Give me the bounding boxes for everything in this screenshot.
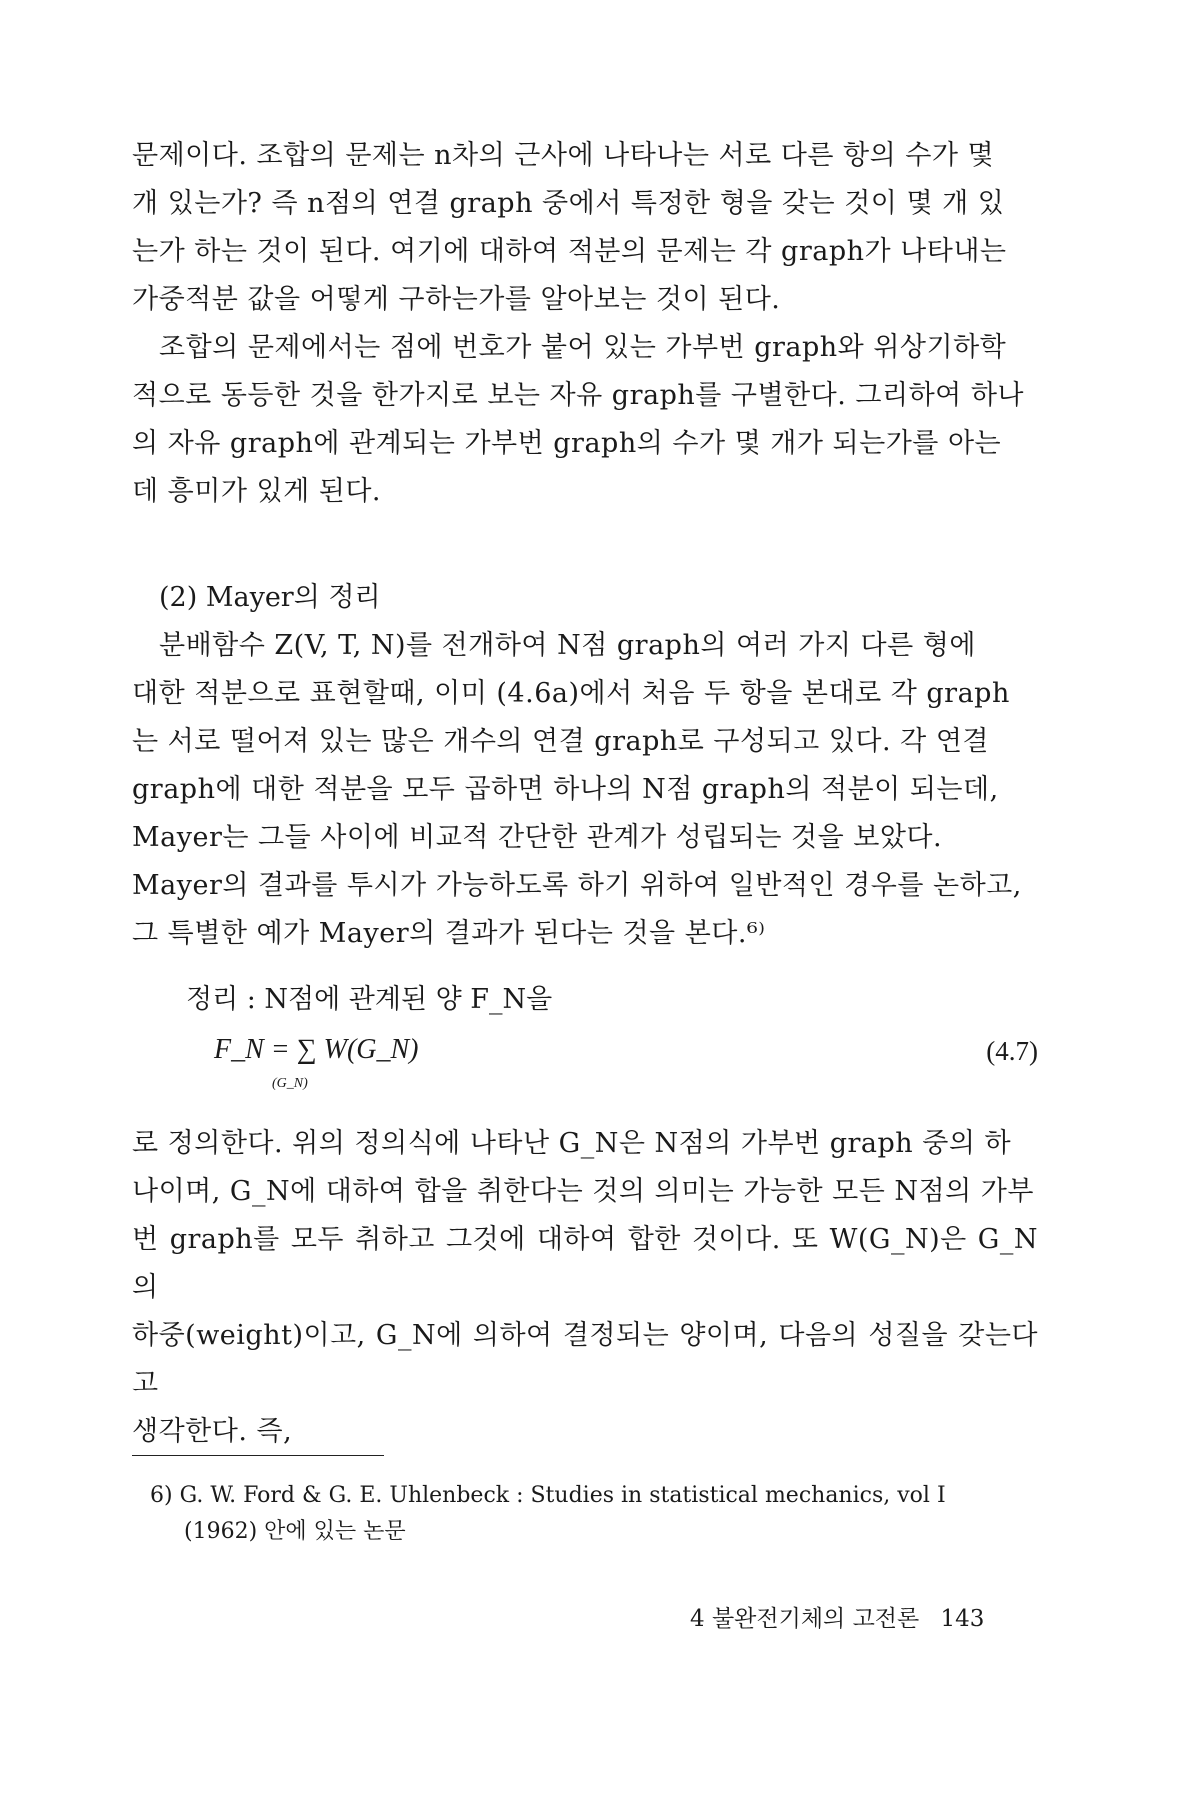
text-line: 로 정의한다. 위의 정의식에 나타난 G_N은 N점의 가부번 graph 중의 하 bbox=[132, 1128, 1012, 1159]
text-line: Mayer는 그들 사이에 비교적 간단한 관계가 성립되는 것을 보았다. bbox=[132, 822, 943, 853]
page-body bbox=[132, 132, 1038, 1456]
theorem-statement: 정리 : N점에 관계된 양 F_N을 bbox=[186, 984, 553, 1015]
text-line: 번 graph를 모두 취하고 그것에 대하여 합한 것이다. 또 W(G_N)은 G_N의 bbox=[132, 1224, 1038, 1303]
text-line: Mayer의 결과를 투시가 가능하도록 하기 위하여 일반적인 경우를 논하고, bbox=[132, 870, 1022, 901]
equation-body: F_N = ∑ W(G_N) bbox=[214, 1034, 419, 1065]
footnote-line: (1962) 안에 있는 논문 bbox=[184, 1519, 406, 1544]
text-line: 분배함수 Z(V, T, N)를 전개하여 N점 graph의 여러 가지 다른 형에 bbox=[159, 630, 976, 661]
paragraph-combinatorics bbox=[132, 132, 1038, 324]
equation-sum-index: (G_N) bbox=[272, 1076, 308, 1091]
text-line: 대한 적분으로 표현할때, 이미 (4.6a)에서 처음 두 항을 본대로 각 graph bbox=[132, 678, 1010, 709]
paragraph-graph-types bbox=[132, 324, 1038, 516]
text-line: 데 흥미가 있게 된다. bbox=[132, 476, 381, 507]
footnote-line: 6) G. W. Ford & G. E. Uhlenbeck : Studies in statistical mechanics, vol Ⅰ bbox=[150, 1483, 946, 1508]
text-line: 나이며, G_N에 대하여 합을 취한다는 것의 의미는 가능한 모든 N점의 가부 bbox=[132, 1176, 1034, 1207]
text-line: 가중적분 값을 어떻게 구하는가를 알아보는 것이 된다. bbox=[132, 284, 781, 315]
equation-4-7 bbox=[132, 1028, 1038, 1120]
footnote-divider bbox=[132, 1455, 384, 1456]
running-footer bbox=[690, 1604, 984, 1634]
text-line: 의 자유 graph에 관계되는 가부번 graph의 수가 몇 개가 되는가를 아는 bbox=[132, 428, 1002, 459]
text-line: 는가 하는 것이 된다. 여기에 대하여 적분의 문제는 각 graph가 나타내는 bbox=[132, 236, 1007, 267]
text-line: 적으로 동등한 것을 한가지로 보는 자유 graph를 구별한다. 그리하여 하나 bbox=[132, 380, 1024, 411]
text-line: 는 서로 떨어져 있는 많은 개수의 연결 graph로 구성되고 있다. 각 연결 bbox=[132, 726, 989, 757]
text-line: graph에 대한 적분을 모두 곱하면 하나의 N점 graph의 적분이 되는데, bbox=[132, 774, 999, 805]
text-line: 개 있는가? 즉 n점의 연결 graph 중에서 특정한 형을 갖는 것이 몇 개 있 bbox=[132, 188, 1005, 219]
page-number: 143 bbox=[940, 1606, 985, 1632]
section-heading: (2) Mayer의 정리 bbox=[159, 582, 381, 613]
equation-number: (4.7) bbox=[986, 1036, 1038, 1066]
paragraph-mayer-intro bbox=[132, 622, 1038, 958]
text-line: 하중(weight)이고, G_N에 의하여 결정되는 양이며, 다음의 성질을 갖는다고 bbox=[132, 1320, 1038, 1399]
text-line: 문제이다. 조합의 문제는 n차의 근사에 나타나는 서로 다른 항의 수가 몇 bbox=[132, 140, 995, 171]
chapter-title: 4 불완전기체의 고전론 bbox=[690, 1606, 920, 1632]
paragraph-definition bbox=[132, 1120, 1038, 1456]
text-line: 생각한다. 즉, bbox=[132, 1416, 293, 1447]
text-line: 그 특별한 예가 Mayer의 결과가 된다는 것을 본다.⁶⁾ bbox=[132, 918, 766, 949]
footnote bbox=[150, 1478, 1040, 1550]
text-line: 조합의 문제에서는 점에 번호가 붙어 있는 가부번 graph와 위상기하학 bbox=[159, 332, 1007, 363]
